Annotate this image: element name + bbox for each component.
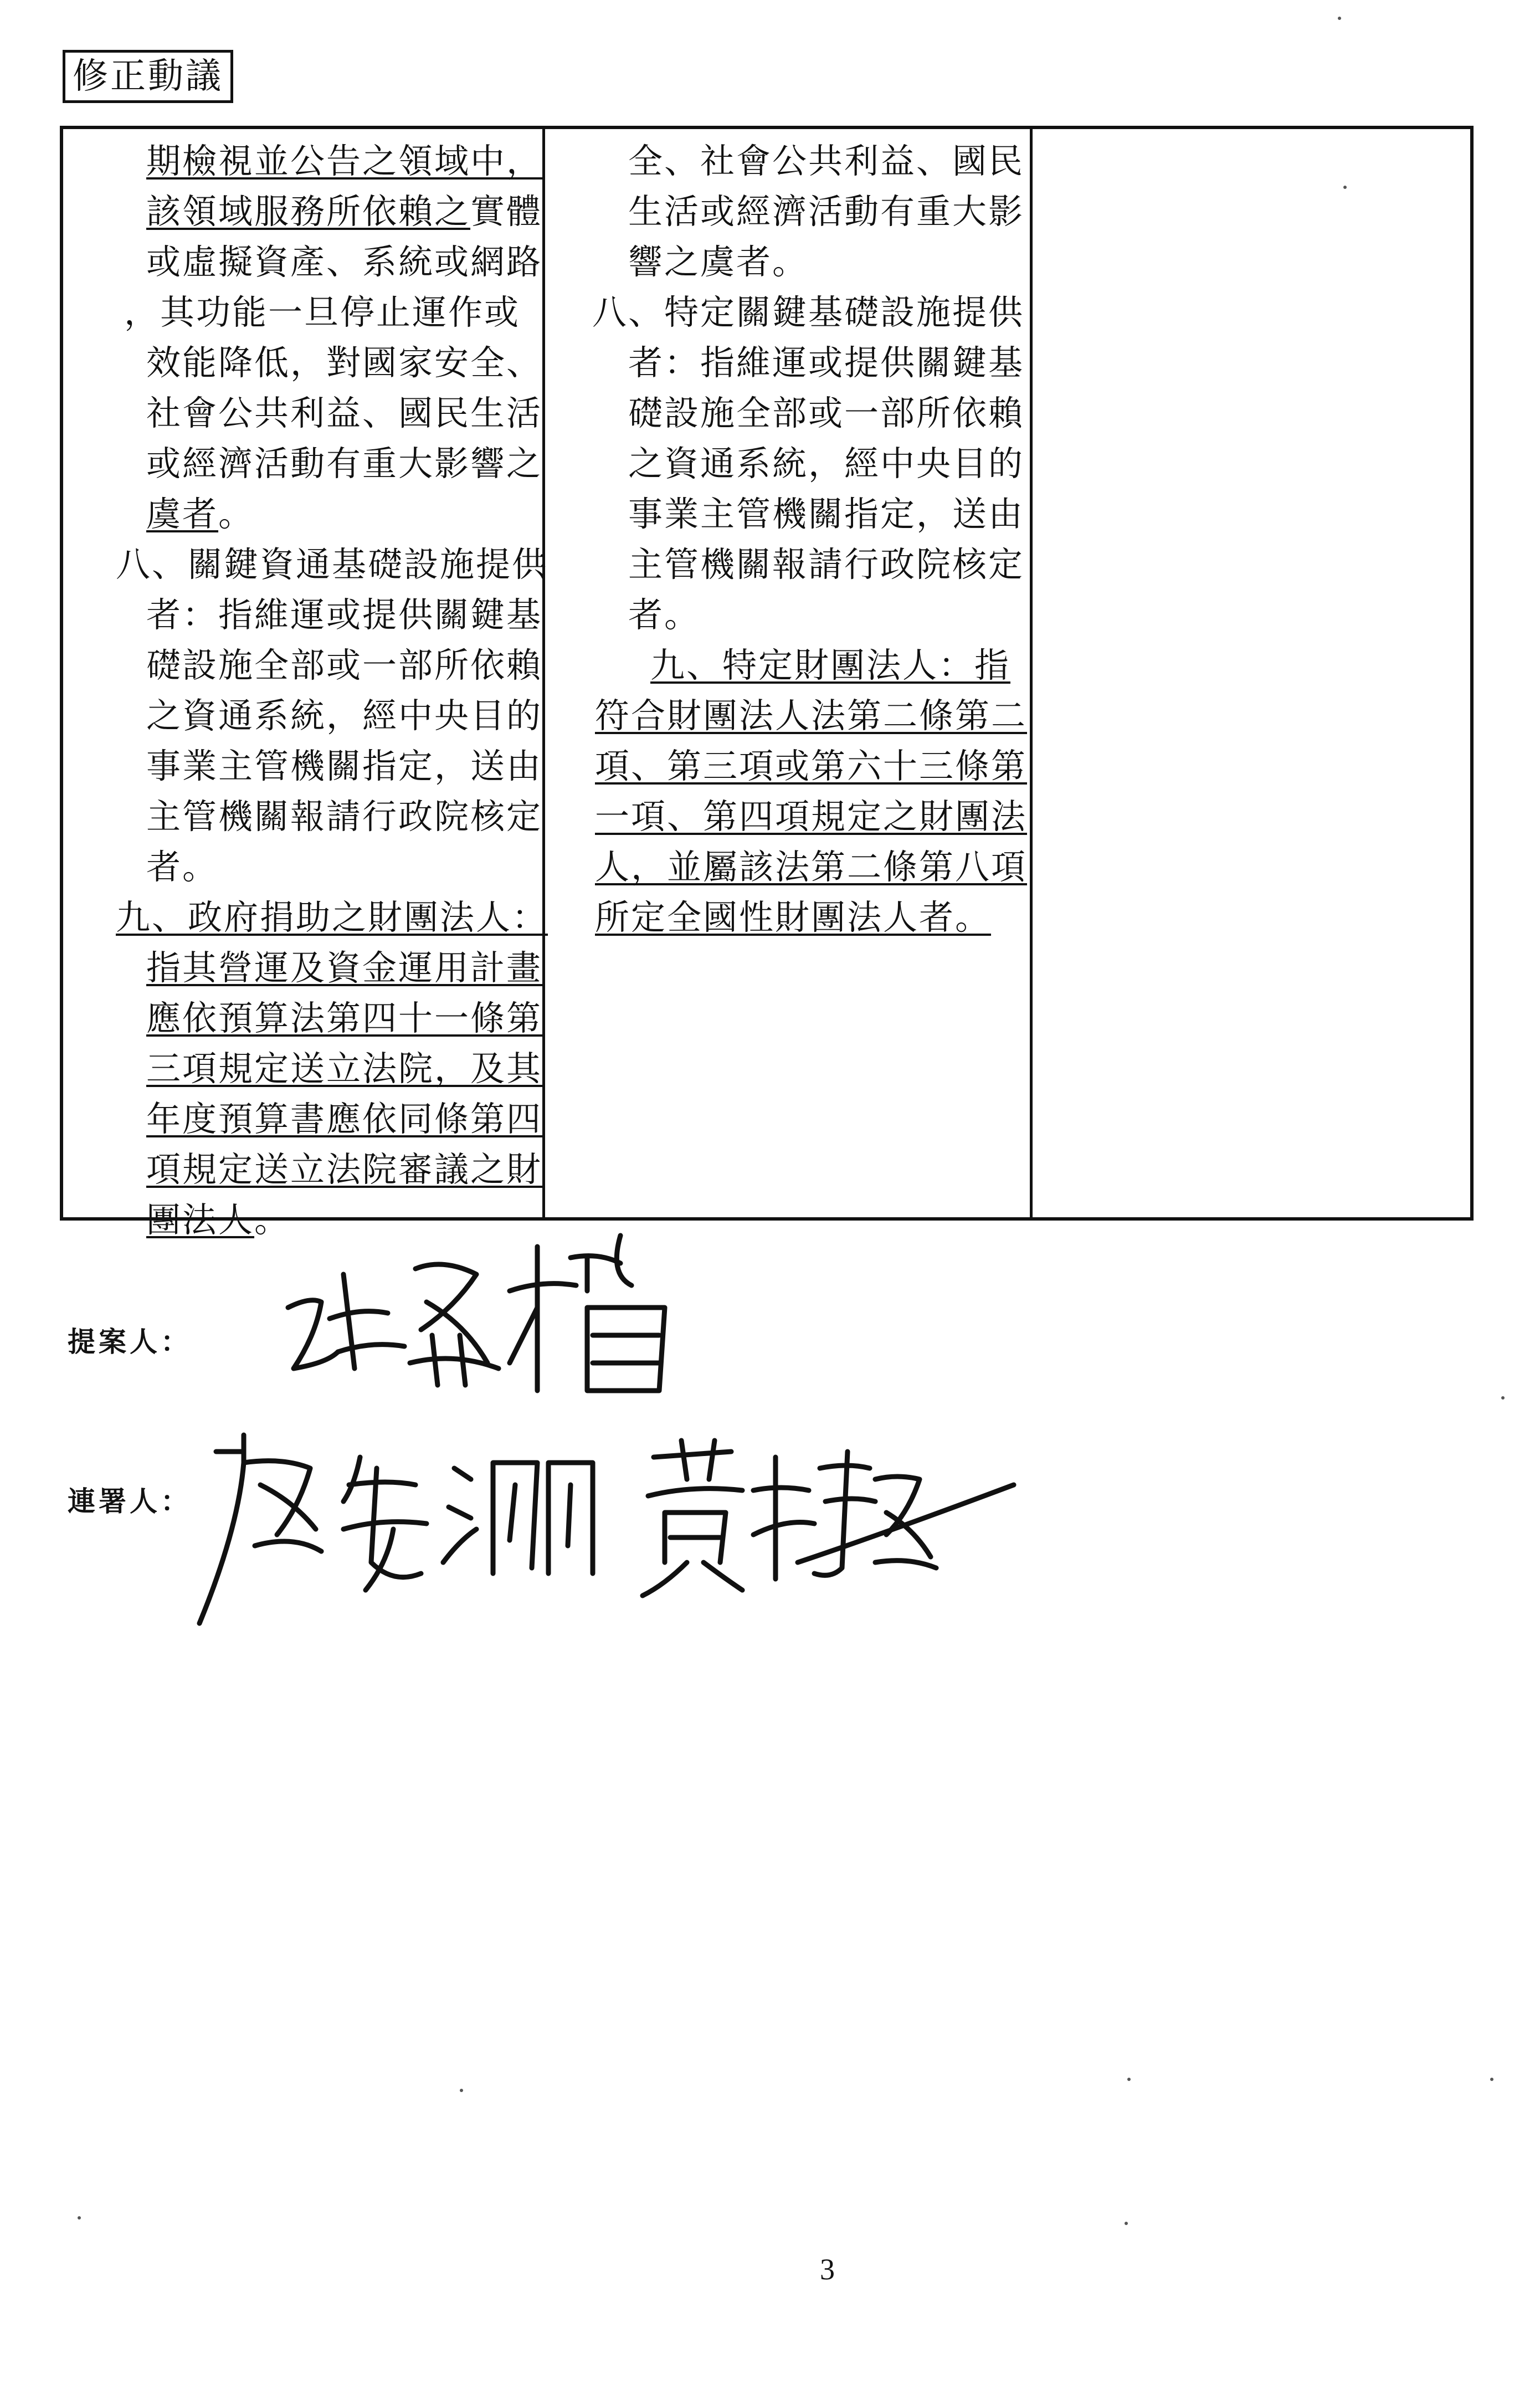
table-line: 三項規定送立法院，及其 (146, 1048, 543, 1089)
table-line: 礎設施全部或一部所依賴 (628, 393, 1025, 433)
table-line: 八、特定關鍵基礎設施提供 (592, 292, 1025, 332)
cosigner-label: 連署人： (68, 1485, 192, 1518)
cosigner-signature-2 (632, 1435, 1019, 1601)
table-line: 或虛擬資產、系統或網路 (146, 242, 543, 282)
scan-speck (78, 2216, 81, 2220)
table-line: 團法人。 (146, 1200, 291, 1240)
table-line: 指其營運及資金運用計畫 (146, 947, 543, 988)
scan-speck (1338, 17, 1341, 20)
table-line: 人，並屬該法第二條第八項 (595, 847, 1028, 887)
table-column-amended-text (63, 129, 548, 1240)
table-line: 應依預算法第四十一條第 (146, 998, 543, 1038)
cosigner-signature-1 (183, 1418, 615, 1629)
scan-speck (1127, 2078, 1131, 2081)
table-line: 者。 (628, 594, 701, 635)
scan-speck (460, 2089, 463, 2092)
table-line: 礎設施全部或一部所依賴 (146, 645, 543, 685)
scan-speck (1125, 2222, 1128, 2225)
table-line: 事業主管機關指定，送由 (146, 746, 543, 786)
table-line: 主管機關報請行政院核定 (628, 544, 1025, 585)
table-line: 主管機關報請行政院核定 (146, 796, 543, 837)
motion-tag: 修正動議 (63, 50, 233, 103)
table-line: 項規定送立法院審議之財 (146, 1149, 543, 1190)
table-line: 虞者。 (146, 494, 255, 534)
table-line: 該領域服務所依賴之實體 (146, 191, 543, 232)
table-line: 生活或經濟活動有重大影 (628, 191, 1025, 232)
table-line: 年度預算書應依同條第四 (146, 1099, 543, 1139)
comparison-table (60, 126, 1474, 1240)
table-line: 者。 (146, 847, 219, 887)
proposer-label: 提案人： (68, 1326, 192, 1358)
table-line: 一項、第四項規定之財團法 (595, 796, 1028, 837)
table-line: 或經濟活動有重大影響之 (146, 443, 543, 484)
table-column-notes (1033, 129, 1474, 1217)
table-line: 響之虞者。 (628, 242, 809, 282)
page-number: 3 (820, 2253, 835, 2286)
table-line: 之資通系統，經中央目的 (628, 443, 1025, 484)
table-line: 社會公共利益、國民生活 (146, 393, 543, 433)
table-line: ，其功能一旦停止運作或 (124, 292, 521, 332)
table-line: 符合財團法人法第二條第二 (595, 695, 1028, 736)
table-line: 八、關鍵資通基礎設施提供 (116, 544, 548, 585)
table-line: 效能降低，對國家安全、 (146, 342, 543, 383)
table-column-original-text (545, 129, 1033, 1217)
table-line: 之資通系統，經中央目的 (146, 695, 543, 736)
table-line: 九、政府捐助之財團法人： (116, 897, 548, 937)
scan-speck (1501, 1396, 1505, 1400)
table-line: 期檢視並公告之領域中， (146, 141, 543, 181)
table-line: 項、第三項或第六十三條第 (595, 746, 1028, 786)
table-line: 事業主管機關指定，送由 (628, 494, 1025, 534)
scan-speck (1490, 2078, 1493, 2081)
table-line: 全、社會公共利益、國民 (628, 141, 1025, 181)
proposer-signature (277, 1224, 698, 1407)
table-line: 所定全國性財團法人者。 (595, 897, 992, 937)
table-line: 者：指維運或提供關鍵基 (628, 342, 1025, 383)
scan-speck (1343, 186, 1347, 189)
table-line: 者：指維運或提供關鍵基 (146, 594, 543, 635)
table-line: 九、特定財團法人：指 (650, 645, 1011, 685)
